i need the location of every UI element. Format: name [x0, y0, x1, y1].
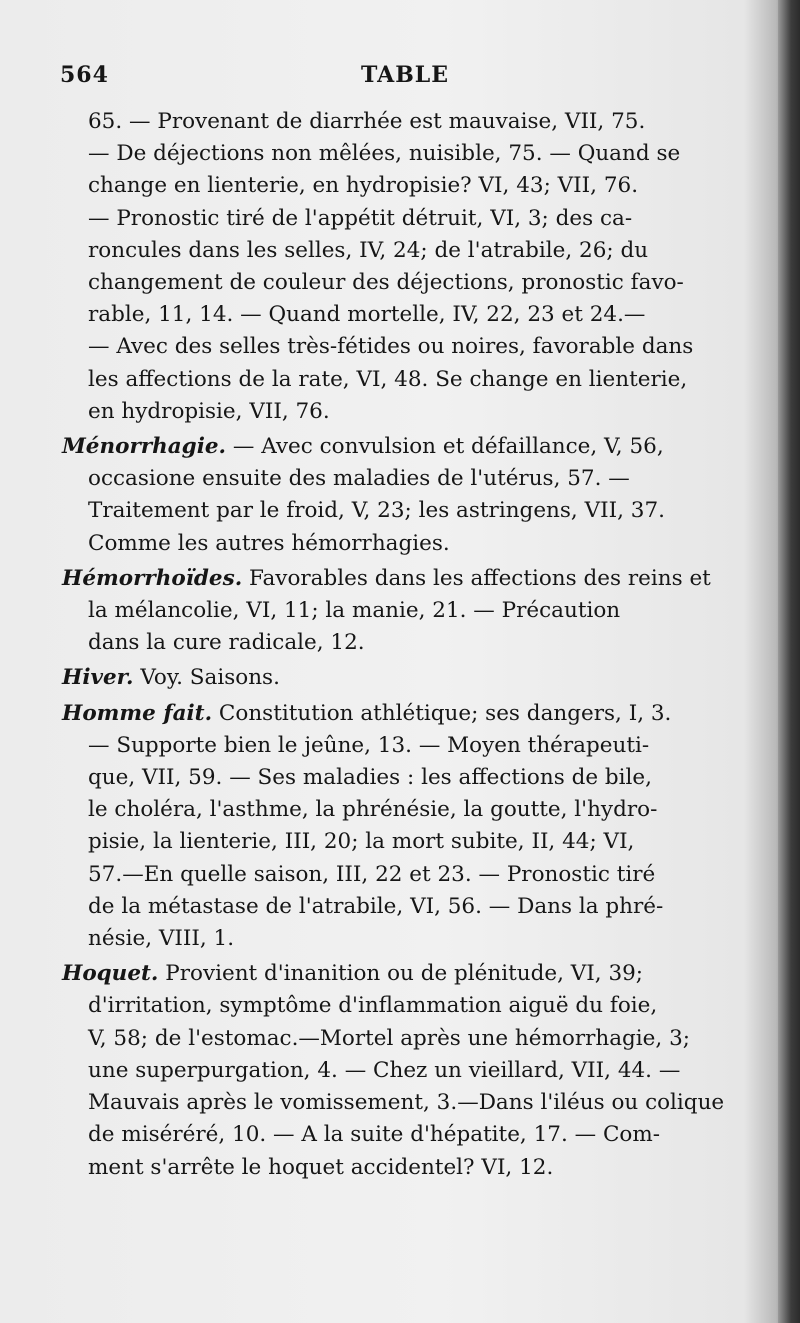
entry-line: V, 58; de l'estomac.—Mortel après une hémorrhagie, 3;: [88, 1025, 690, 1051]
entry-line: — De déjections non mêlées, nuisible, 75. — Quand se: [88, 141, 681, 167]
entry-line: nésie, VIII, 1.: [88, 926, 235, 952]
entry-first-line: [62, 662, 747, 694]
entry-line: de la métastase de l'atrabile, VI, 56. — Dans la phré-: [88, 893, 664, 919]
entry-term: Homme fait.: [62, 700, 213, 726]
index-entry-hemorrhoides: [62, 563, 747, 660]
entry-line: — Supporte bien le jeûne, 13. — Moyen thérapeuti-: [88, 732, 650, 758]
index-entry-continuation: [62, 106, 747, 428]
entry-line: que, VII, 59. — Ses maladies : les affections de bile,: [88, 765, 652, 791]
entry-first-line: [62, 958, 747, 990]
entry-line: une superpurgation, 4. — Chez un vieillard, VII, 44. —: [88, 1057, 681, 1083]
entry-line: Comme les autres hémorrhagies.: [88, 530, 450, 556]
entry-term: Hoquet.: [62, 961, 159, 987]
entry-line: rable, 11, 14. — Quand mortelle, IV, 22, 23 et 24.—: [88, 302, 646, 328]
entry-line: change en lienterie, en hydropisie? VI, 43; VII, 76.: [88, 173, 639, 199]
entry-term: Ménorrhagie.: [62, 434, 227, 460]
index-entry-homme-fait: [62, 698, 747, 956]
entry-line: le choléra, l'asthme, la phrénésie, la goutte, l'hydro-: [88, 797, 658, 823]
index-entry-hoquet: [62, 958, 747, 1183]
entry-first-text: Favorables dans les affections des reins et: [242, 565, 711, 591]
entry-first-line: [62, 431, 747, 463]
entry-term: Hiver.: [62, 665, 134, 691]
entry-line: ment s'arrête le hoquet accidentel? VI, 12.: [88, 1154, 554, 1180]
entry-line: Traitement par le froid, V, 23; les astringens, VII, 37.: [88, 498, 665, 524]
entry-line: 57.—En quelle saison, III, 22 et 23. — Pronostic tiré: [88, 861, 656, 887]
entry-line: en hydropisie, VII, 76.: [88, 398, 330, 424]
book-gutter-shadow: [778, 0, 800, 1323]
entry-line: Mauvais après le vomissement, 3.—Dans l'iléus ou colique: [88, 1090, 725, 1116]
entry-line: — Pronostic tiré de l'appétit détruit, VI, 3; des ca-: [88, 205, 633, 231]
entry-first-text: Constitution athlétique; ses dangers, I, 3.: [212, 700, 672, 726]
entry-line: d'irritation, symptôme d'inflammation aiguë du foie,: [88, 993, 658, 1019]
entry-line: roncules dans les selles, IV, 24; de l'atrabile, 26; du: [88, 237, 649, 263]
entry-first-line: [62, 563, 747, 595]
running-title: TABLE: [360, 62, 450, 88]
entry-line: dans la cure radicale, 12.: [88, 630, 365, 656]
entry-line: les affections de la rate, VI, 48. Se change en lienterie,: [88, 366, 688, 392]
index-body: [62, 106, 747, 1184]
entry-line: changement de couleur des déjections, pronostic favo-: [88, 270, 684, 296]
entry-first-text: Voy. Saisons.: [133, 665, 280, 691]
entry-first-text: — Avec convulsion et défaillance, V, 56,: [226, 434, 664, 460]
entry-line: occasione ensuite des maladies de l'utérus, 57. —: [88, 466, 630, 492]
page-header: [60, 62, 750, 98]
entry-line: la mélancolie, VI, 11; la manie, 21. — Précaution: [88, 598, 621, 624]
page-number: 564: [60, 62, 109, 88]
entry-first-line: [62, 698, 747, 730]
index-entry-hiver: [62, 662, 747, 694]
index-entry-menorrhagie: [62, 431, 747, 560]
entry-line: pisie, la lienterie, III, 20; la mort subite, II, 44; VI,: [88, 829, 635, 855]
entry-line: 65. — Provenant de diarrhée est mauvaise, VII, 75.: [88, 109, 646, 134]
entry-line: de miséréré, 10. — A la suite d'hépatite, 17. — Com-: [88, 1122, 660, 1148]
entry-line: — Avec des selles très-fétides ou noires, favorable dans: [88, 334, 694, 360]
entry-term: Hémorrhoïdes.: [62, 565, 243, 591]
entry-first-text: Provient d'inanition ou de plénitude, VI, 39;: [158, 961, 644, 987]
